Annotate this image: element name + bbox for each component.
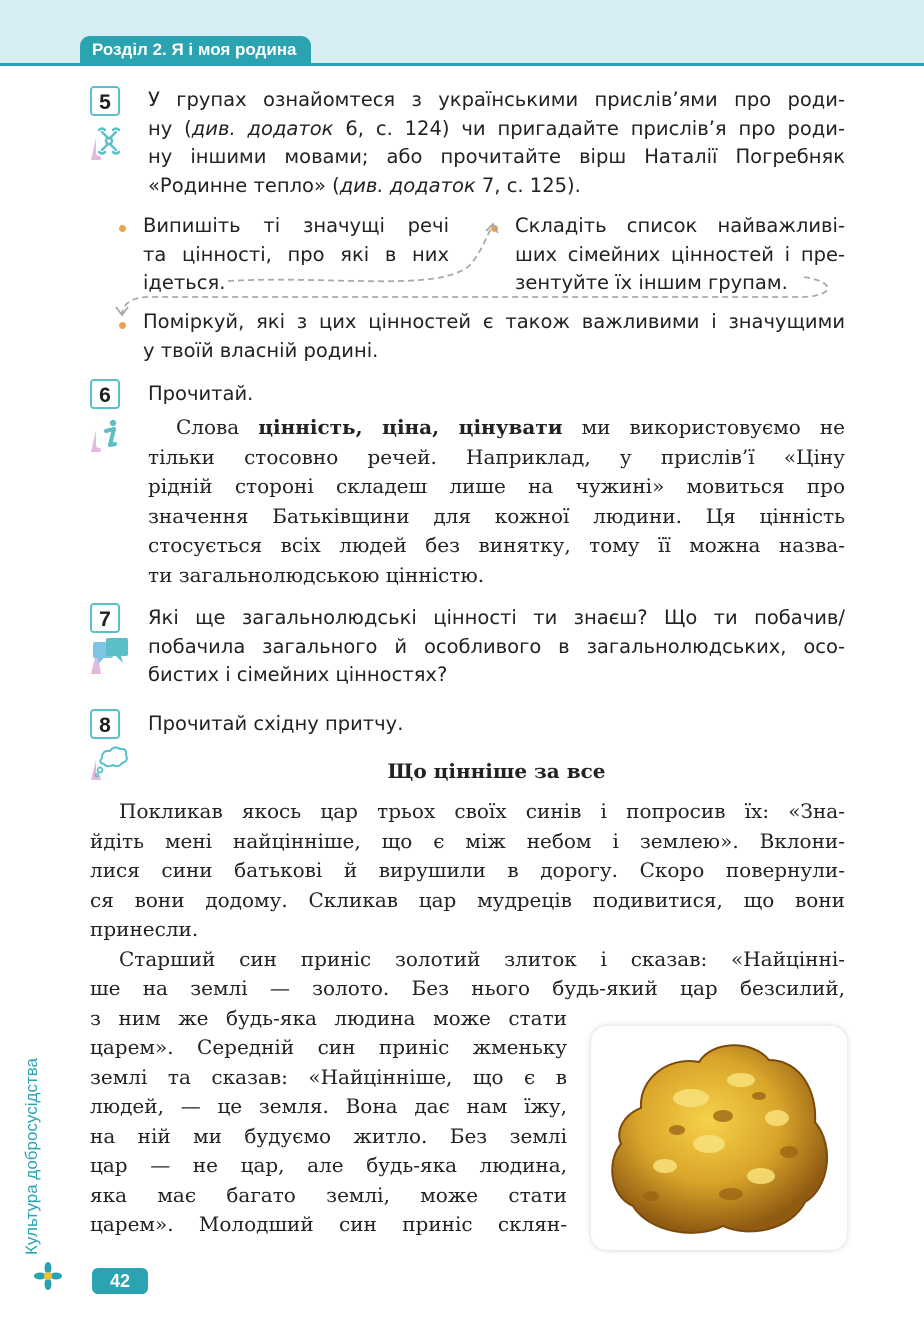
task-8-number: 8 (90, 709, 120, 739)
task-5-line-4: «Родинне тепло» (див. додаток 7, с. 125). (148, 173, 581, 197)
story-p1-line-1: Покликав якось цар трьох своїх синів і попросив їх: «Зна- (119, 799, 845, 823)
step-1-line-2: та цінності, про які в них (143, 242, 449, 266)
bullet (119, 322, 126, 329)
story-p1-line-3: лися сини батькові й вирушили в дорогу. Скоро повернули- (90, 858, 845, 882)
story-title: Що цінніше за все (387, 759, 606, 783)
step-2-line-1: Складіть список найважливі- (515, 214, 845, 237)
task-6-text-line-5: стосується всіх людей без винятку, тому її можна назва- (148, 533, 845, 557)
task-5-line-3: ну іншими мовами; або прочитайте вірш Наталії Погребняк (148, 145, 845, 168)
task-6-text-line-1: Слова цінність, ціна, цінувати ми використовуємо не (176, 415, 845, 439)
story-p2-line-1: Старший син приніс золотий злиток і сказав: «Найцінні- (119, 946, 845, 971)
chapter-title: Розділ 2. Я і моя родина (80, 36, 311, 64)
task-6-text-line-2: тільки стосовно речей. Наприклад, у прислів’ї «Ціну (148, 444, 845, 469)
step-3-line-1: Поміркуй, які з цих цінностей є також важливими і значущими (143, 310, 845, 333)
task-5-line-1: У групах ознайомтеся з українськими прислів’ями про роди- (148, 88, 845, 111)
story-p2-line-3: з ним же будь-яка людина може стати (90, 1005, 567, 1030)
task-8-title: Прочитай східну притчу. (148, 712, 404, 735)
step-1-line-1: Випишіть ті значущі речі (143, 214, 449, 237)
task-5-line-2: ну (див. додаток 6, с. 124) чи пригадайте прислів’я про роди- (148, 116, 845, 140)
thought-bubble-icon (88, 740, 130, 784)
story-p2-line-7: на ній ми будуємо житло. Без землі (90, 1123, 567, 1148)
step-3-line-2: у твоїй власній родині. (143, 338, 379, 362)
story-p2-line-10: царем». Молодший син приніс склян- (90, 1212, 567, 1236)
step-1-line-3: ідеться. (143, 271, 226, 294)
story-p1-line-4: ся вони додому. Скликав цар мудреців подивитися, що вони (90, 887, 845, 912)
task-7-line-2: побачила загального й особливого в загальнолюдських, осо- (148, 634, 845, 658)
flower-logo-icon (34, 1262, 62, 1290)
side-section-label: Культура добросусідства (22, 1057, 41, 1255)
story-p2-line-8: цар — не цар, але будь-яка людина, (90, 1153, 567, 1177)
task-6-text-line-4: значення Батьківщини для кожної людини. Ця цінність (148, 503, 845, 528)
info-icon (88, 412, 130, 456)
task-6-text-line-6: ти загальнолюдською цінністю. (148, 562, 485, 587)
story-p2-line-4: царем». Середній син приніс жменьку (90, 1035, 567, 1059)
story-p1-line-5: принесли. (90, 917, 199, 941)
task-6-number: 6 (90, 379, 120, 409)
page-number: 42 (92, 1268, 148, 1294)
task-7-number: 7 (90, 603, 120, 633)
gold-nugget-card (591, 1026, 847, 1250)
task-6-text-line-3: рідній стороні складеш лише на чужині» мовиться про (148, 474, 845, 498)
group-hands-icon (88, 120, 130, 164)
story-p2-line-9: яка має багато землі, може стати (90, 1182, 567, 1207)
story-p2-line-2: ше на землі — золото. Без нього будь-який цар безсилий, (90, 976, 845, 1000)
task-6-title: Прочитай. (148, 382, 254, 405)
task-7-line-3: бистих і сімейних цінностях? (148, 663, 448, 686)
task-7-line-1: Які ще загальнолюдські цінності ти знаєш? Що ти побачив/ (148, 606, 845, 629)
story-p2-line-5: землі та сказав: «Найцінніше, що є в (90, 1064, 567, 1089)
story-p2-line-6: людей, — це земля. Вона дає нам їжу, (90, 1094, 567, 1118)
gold-nugget-image (591, 1026, 847, 1250)
story-p1-line-2: йдіть мені найцінніше, що є між небом і землею». Вклони- (90, 828, 845, 853)
step-2-line-2: ших сімейних цінностей і пре- (515, 242, 845, 266)
step-2-line-3: зентуйте їх іншим групам. (515, 271, 788, 294)
speech-bubbles-icon (88, 634, 130, 678)
task-5-number: 5 (90, 86, 120, 116)
